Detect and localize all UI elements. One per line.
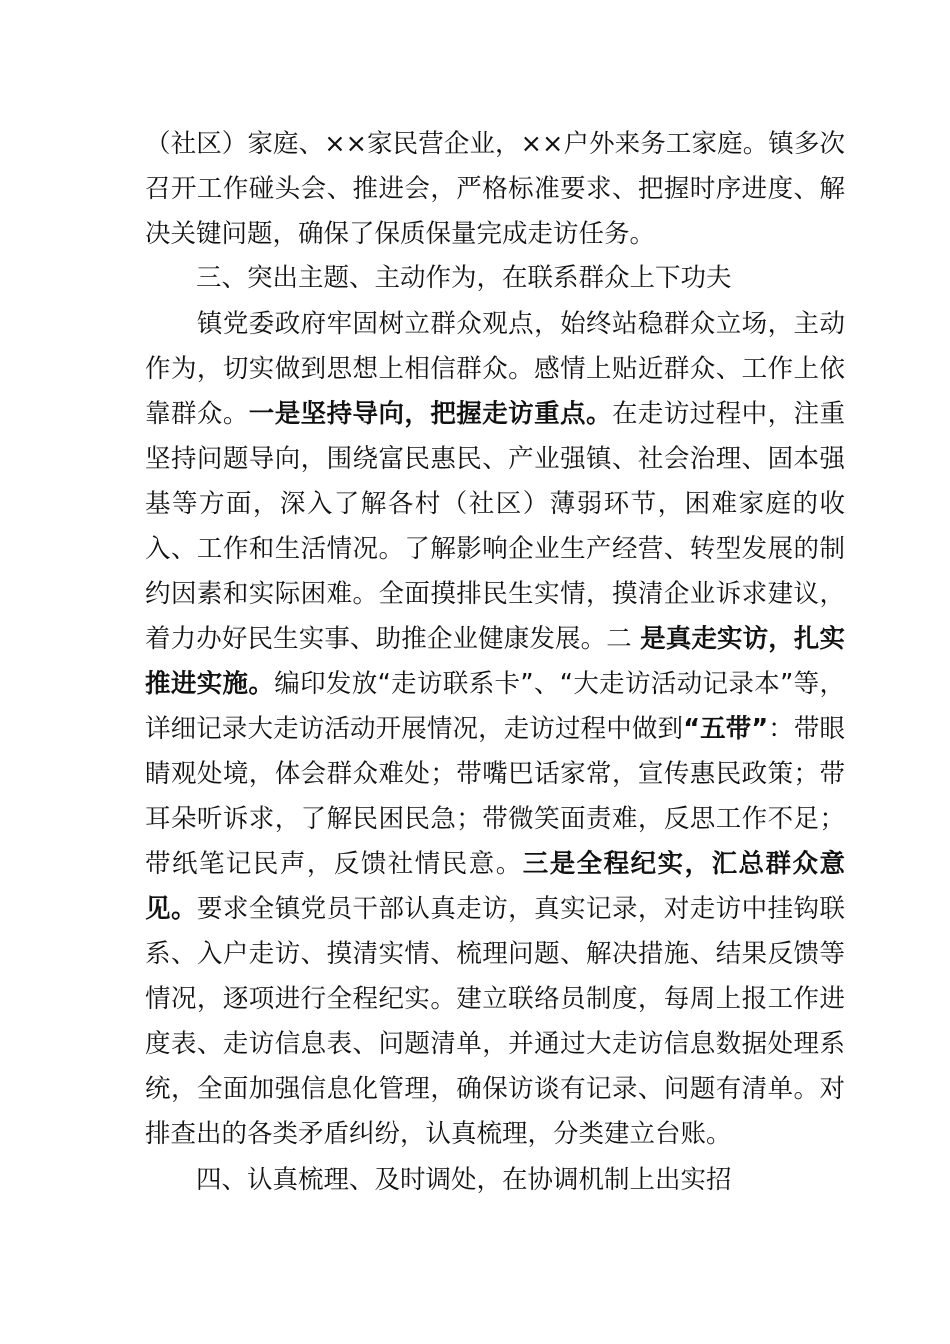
para-text-3: 编印发放“走访联系卡”、“大走访活动记录本”等，详细记录大走访活动开展情况，走访过程中做到	[145, 669, 845, 744]
para-text-2: 在走访过程中，注重坚持问题导向，围绕富民惠民、产业强镇、社会治理、固本强基等方面，深入了解各村（社区）薄弱环节，困难家庭的收入、工作和生活情况。了解影响企业生产经营、转型发展的制约因素和实际困难。全面摸排民生实情，摸清企业诉求建议，着力办好民生实事、助推企业健康发展。二	[145, 399, 845, 654]
para-text-4: ：带眼睛观处境，体会群众难处；带嘴巴话家常，宣传惠民政策；带耳朵听诉求，了解民困民急；带微笑面责难，反思工作不足；带纸笔记民声，反馈社情民意。	[145, 714, 845, 879]
bold-point-2: 是真走实访，扎实推进实施。	[145, 624, 845, 699]
paragraph-section-3	[145, 302, 845, 1157]
section-heading-4: 四、认真梳理、及时调处，在协调机制上出实招	[196, 1165, 732, 1195]
paragraph-continuation: （社区）家庭、××家民营企业，××户外来务工家庭。镇多次召开工作碰头会、推进会，严格标准要求、把握时序进度、解决关键问题，确保了保质保量完成走访任务。	[145, 129, 845, 249]
bold-five-bring: “五带”	[683, 714, 769, 744]
para-text-5: 要求全镇党员干部认真走访，真实记录，对走访中挂钩联系、入户走访、摸清实情、梳理问题、解决措施、结果反馈等情况，逐项进行全程纪实。建立联络员制度，每周上报工作进度表、走访信息表、问题清单，并通过大走访信息数据处理系统，全面加强信息化管理，确保访谈有记录、问题有清单。对排查出的各类矛盾纠纷，认真梳理，分类建立台账。	[145, 894, 845, 1149]
bold-point-3: 三是全程纪实，汇总群众意见。	[145, 849, 845, 924]
bold-point-1: 一是坚持导向，把握走访重点。	[248, 399, 612, 429]
para-text-1: 镇党委政府牢固树立群众观点，始终站稳群众立场，主动作为，切实做到思想上相信群众。感情上贴近群众、工作上依靠群众。	[145, 309, 845, 429]
section-heading-3: 三、突出主题、主动作为，在联系群众上下功夫	[196, 263, 732, 293]
